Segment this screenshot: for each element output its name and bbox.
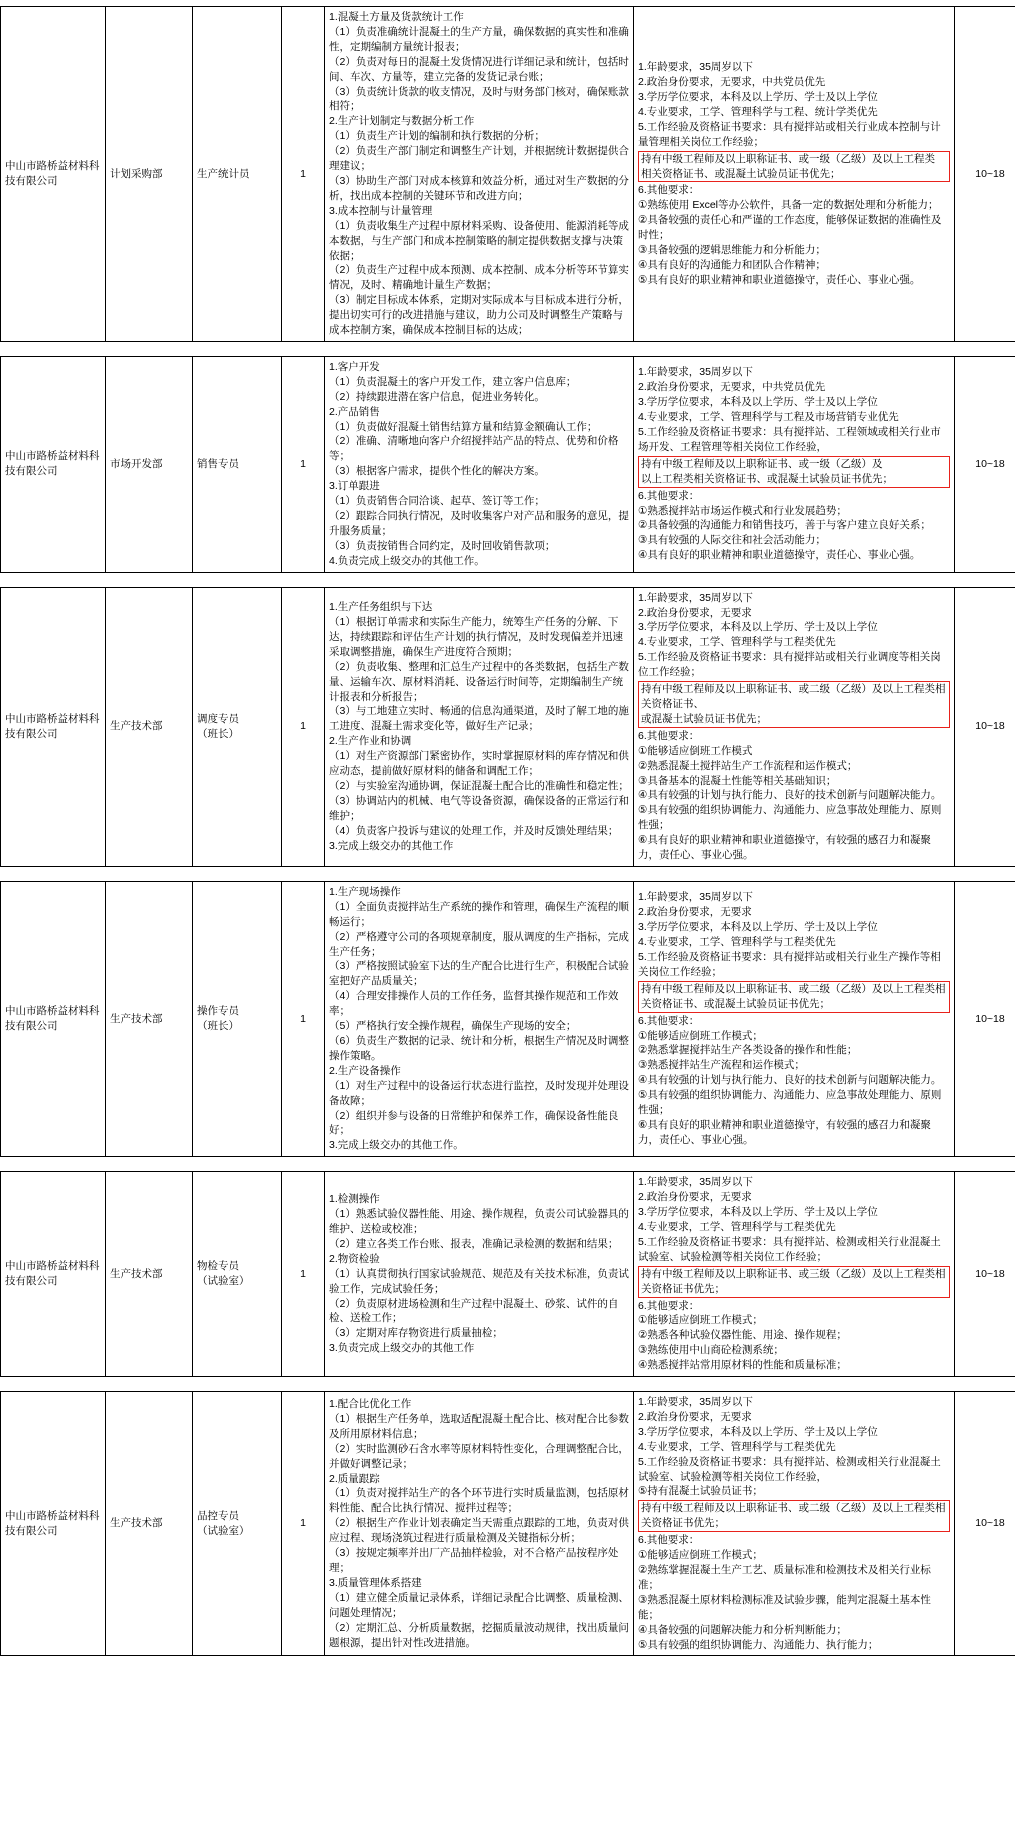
text-line: 1.年龄要求，35周岁以下	[638, 591, 753, 604]
text-line: ③熟悉混凝土原材料检测标准及试验步骤，能判定混凝土基本性能；	[638, 1593, 931, 1621]
text-line: ③具备较强的逻辑思维能力和分析能力；	[638, 244, 826, 257]
text-line: 2.物资检验	[329, 1252, 380, 1265]
cell-post	[193, 587, 282, 866]
table-row	[1, 1392, 1015, 1656]
text-line: 5.工作经验及资格证书要求：具有搅拌站或相关行业成本控制与计量管理相关岗位工作经验；	[638, 120, 941, 148]
text-line: （3）协助生产部门对成本核算和效益分析，通过对生产数据的分析，找出成本控制的关键环节和改进方向；	[329, 174, 629, 202]
text-line: 5.工作经验及资格证书要求：具有搅拌站、检测或相关行业混凝土试验室、试验检测等相关岗位工作经验；	[638, 1235, 941, 1263]
table-row	[1, 881, 1015, 1156]
text-line: 3.成本控制与计量管理	[329, 204, 433, 217]
text-line: 4.负责完成上级交办的其他工作。	[329, 554, 485, 567]
cell-department: 计划采购部	[106, 7, 193, 342]
table-row	[1, 587, 1015, 866]
cell-requirements	[634, 356, 955, 572]
text-line: ④具有较强的计划与执行能力、良好的技术创新与问题解决能力。	[638, 789, 942, 802]
highlighted-requirement	[638, 1266, 950, 1298]
text-line: （2）严格遵守公司的各项规章制度，服从调度的生产指标，完成生产任务；	[329, 930, 629, 958]
text-line: 1.生产现场操作	[329, 885, 401, 898]
text-line: 2.政治身份要求，无要求	[638, 606, 752, 619]
text-line: 1.检测操作	[329, 1193, 380, 1206]
text-line: （3）负责按销售合同约定，及时回收销售款项；	[329, 539, 556, 552]
text-line: ⑤具有较强的组织协调能力、沟通能力、执行能力；	[638, 1638, 879, 1651]
text-line: 5.工作经验及资格证书要求：具有搅拌站、检测或相关行业混凝土试验室、试验检测等相关岗位工作经验，	[638, 1455, 941, 1483]
text-line: 持有中级工程师及以上职称证书、或二级（乙级）及以上工程类相关资格证书、或混凝土试验员证书优先；	[641, 982, 946, 1010]
text-line: （1）负责混凝土的客户开发工作，建立客户信息库；	[329, 375, 577, 388]
text-line: ④具有较强的计划与执行能力、良好的技术创新与问题解决能力。	[638, 1074, 942, 1087]
text-line: （1）对生产过程中的设备运行状态进行监控，及时发现并处理设备故障；	[329, 1079, 629, 1107]
cell-department: 生产技术部	[106, 587, 193, 866]
text-line: （4）负责客户投诉与建议的处理工作，并及时反馈处理结果；	[329, 824, 619, 837]
text-line: 2.政治身份要求，无要求	[638, 906, 752, 919]
cell-post	[193, 1172, 282, 1377]
table-row	[1, 1172, 1015, 1377]
text-line: 1.配合比优化工作	[329, 1398, 412, 1411]
text-line: 3.学历学位要求，本科及以上学历、学士及以上学位	[638, 621, 878, 634]
cell-salary: 10~18	[955, 587, 1015, 866]
text-line: ①熟练使用 Excel等办公软件，具备一定的数据处理和分析能力；	[638, 199, 939, 212]
text-line: （2）负责收集、整理和汇总生产过程中的各类数据，包括生产数量、运输车次、原材料消耗、设备运行时间等，定期编制生产统计报表和分析报告；	[329, 660, 629, 703]
text-line: 3.负责完成上级交办的其他工作	[329, 1342, 475, 1355]
cell-company: 中山市路桥益材料科技有限公司	[1, 881, 106, 1156]
text-line: ②具备较强的责任心和严谨的工作态度，能够保证数据的准确性及时性；	[638, 214, 942, 242]
cell-duties	[325, 1392, 634, 1656]
cell-requirements	[634, 881, 955, 1156]
text-line: （6）负责生产数据的记录、统计和分析，根据生产情况及时调整操作策略。	[329, 1035, 629, 1062]
cell-duties	[325, 587, 634, 866]
text-line: 1.年龄要求，35周岁以下	[638, 1396, 753, 1409]
text-line: （1）建立健全质量记录体系，详细记录配合比调整、质量检测、问题处理情况；	[329, 1591, 629, 1619]
cell-headcount: 1	[282, 1172, 325, 1377]
text-line: 4.专业要求，工学、管理科学与工程、统计学类优先	[638, 105, 878, 118]
text-line: （2）跟踪合同执行情况，及时收集客户对产品和服务的意见，提升服务质量；	[329, 510, 629, 537]
text-line: 2.质量跟踪	[329, 1472, 380, 1485]
text-line: 6.其他要求：	[638, 489, 700, 502]
text-line: ④熟悉搅拌站常用原材料的性能和质量标准；	[638, 1359, 847, 1372]
text-line: 1.年龄要求，35周岁以下	[638, 366, 753, 379]
cell-department: 生产技术部	[106, 1392, 193, 1656]
text-line: （3）负责统计货款的收支情况，及时与财务部门核对，确保账款相符；	[329, 85, 629, 113]
text-line: 6.其他要求：	[638, 1299, 700, 1312]
cell-headcount: 1	[282, 356, 325, 572]
text-line: ⑥具有良好的职业精神和职业道德操守，有较强的感召力和凝聚力，责任心、事业心强。	[638, 834, 931, 862]
post-name: 生产统计员	[197, 167, 250, 180]
cell-requirements	[634, 7, 955, 342]
cell-company: 中山市路桥益材料科技有限公司	[1, 356, 106, 572]
cell-post	[193, 881, 282, 1156]
text-line: 1.生产任务组织与下达	[329, 601, 433, 614]
job-row-table	[0, 356, 1015, 573]
text-line: （2）组织并参与设备的日常维护和保养工作，确保设备性能良好；	[329, 1109, 619, 1137]
text-line: 持有中级工程师及以上职称证书、或二级（乙级）及以上工程类相关资格证书优先；	[641, 1502, 946, 1530]
text-line: （2）准确、清晰地向客户介绍搅拌站产品的特点、优势和价格等；	[329, 435, 619, 463]
post-name: 销售专员	[197, 457, 239, 470]
cell-headcount: 1	[282, 881, 325, 1156]
text-line: 3.质量管理体系搭建	[329, 1576, 422, 1589]
text-line: 以上工程类相关资格证书、或混凝土试验员证书优先；	[641, 472, 893, 485]
text-line: 6.其他要求：	[638, 184, 700, 197]
text-line: 2.政治身份要求，无要求	[638, 1410, 752, 1423]
text-line: ③具备基本的混凝土性能等相关基础知识；	[638, 774, 837, 787]
text-line: 4.专业要求，工学、管理科学与工程类优先	[638, 636, 836, 649]
text-line: 4.专业要求，工学、管理科学与工程类优先	[638, 936, 836, 949]
highlighted-requirement	[638, 1500, 950, 1532]
text-line: （2）负责生产部门制定和调整生产计划，并根据统计数据提供合理建议；	[329, 145, 629, 173]
job-row-table	[0, 1171, 1015, 1377]
text-line: 2.生产作业和协调	[329, 735, 412, 748]
post-sub-name: （试验室）	[197, 1524, 250, 1537]
cell-duties	[325, 881, 634, 1156]
cell-headcount: 1	[282, 1392, 325, 1656]
text-line: 持有中级工程师及以上职称证书、或二级（乙级）及以上工程类相关资格证书、	[641, 683, 946, 710]
text-line: ①能够适应倒班工作模式；	[638, 1314, 763, 1327]
text-line: （4）合理安排操作人员的工作任务，监督其操作规范和工作效率；	[329, 990, 619, 1018]
text-line: （2）与实验室沟通协调，保证混凝土配合比的准确性和稳定性；	[329, 779, 629, 792]
text-line: ②熟悉混凝土搅拌站生产工作流程和运作模式；	[638, 759, 858, 772]
text-line: 3.学历学位要求，本科及以上学历、学士及以上学位	[638, 396, 878, 409]
cell-duties	[325, 356, 634, 572]
text-line: ⑤持有混凝土试验员证书；	[638, 1485, 763, 1498]
text-line: （1）负责准确统计混凝土的生产方量，确保数据的真实性和准确性，定期编制方量统计报表；	[329, 25, 629, 53]
text-line: 4.专业要求，工学、管理科学与工程及市场营销专业优先	[638, 411, 899, 424]
cell-headcount: 1	[282, 587, 325, 866]
job-row-table	[0, 6, 1015, 342]
text-line: （3）定期对库存物资进行质量抽检；	[329, 1327, 503, 1340]
cell-salary: 10~18	[955, 1392, 1015, 1656]
text-line: ①能够适应倒班工作模式；	[638, 1549, 763, 1562]
text-line: （1）根据订单需求和实际生产能力，统筹生产任务的分解、下达，持续跟踪和评估生产计划的执行情况，及时发现偏差并迅速采取调整措施，确保生产进度符合预期；	[329, 615, 623, 658]
text-line: ③具有较强的人际交往和社会活动能力；	[638, 534, 826, 547]
text-line: 6.其他要求：	[638, 1014, 700, 1027]
text-line: 2.政治身份要求，无要求，中共党员优先	[638, 381, 826, 394]
text-line: （1）对生产资源部门紧密协作，实时掌握原材料的库存情况和供应动态，提前做好原材料的储备和调配工作；	[329, 750, 629, 778]
cell-company: 中山市路桥益材料科技有限公司	[1, 7, 106, 342]
text-line: ②熟悉掌握搅拌站生产各类设备的操作和性能；	[638, 1044, 858, 1057]
highlighted-requirement	[638, 681, 950, 728]
text-line: （1）负责收集生产过程中原材料采购、设备使用、能源消耗等成本数据，与生产部门和成本控制策略的制定提供数据支撑与决策依据；	[329, 219, 629, 262]
text-line: 2.生产计划制定与数据分析工作	[329, 115, 475, 128]
text-line: （2）负责对每日的混凝土发货情况进行详细记录和统计，包括时间、车次、方量等，建立完备的发货记录台账；	[329, 55, 629, 83]
text-line: 相关资格证书、或混凝土试验员证书优先；	[641, 167, 841, 180]
post-name: 品控专员	[197, 1509, 239, 1522]
cell-post	[193, 1392, 282, 1656]
text-line: （3）与工地建立实时、畅通的信息沟通渠道，及时了解工地的施工进度、混凝土需求变化等，做好生产记录；	[329, 705, 629, 733]
text-line: ⑤具有较强的组织协调能力、沟通能力、应急事故处理能力、原则性强；	[638, 804, 942, 832]
post-sub-name: （试验室）	[197, 1275, 250, 1288]
text-line: ⑤具有良好的职业精神和职业道德操守，责任心、事业心强。	[638, 273, 921, 286]
text-line: 3.学历学位要求，本科及以上学历、学士及以上学位	[638, 1206, 878, 1219]
highlighted-requirement	[638, 151, 950, 183]
cell-salary: 10~18	[955, 1172, 1015, 1377]
post-sub-name: （班长）	[197, 727, 239, 740]
text-line: 5.工作经验及资格证书要求：具有搅拌站或相关行业调度等相关岗位工作经验；	[638, 651, 941, 679]
cell-company: 中山市路桥益材料科技有限公司	[1, 1392, 106, 1656]
text-line: 5.工作经验及资格证书要求：具有搅拌站或相关行业生产操作等相关岗位工作经验；	[638, 951, 941, 978]
text-line: 1.年龄要求，35周岁以下	[638, 1176, 753, 1189]
text-line: （5）严格执行安全操作规程，确保生产现场的安全；	[329, 1020, 577, 1033]
text-line: （2）定期汇总、分析质量数据，挖掘质量波动规律，找出质量问题根源，提出针对性改进措施。	[329, 1621, 629, 1649]
text-line: （3）按规定频率并出厂产品抽样检验，对不合格产品按程序处理；	[329, 1547, 619, 1574]
text-line: ⑤具有较强的组织协调能力、沟通能力、应急事故处理能力、原则性强；	[638, 1089, 942, 1117]
text-line: （3）根据客户需求，提供个性化的解决方案。	[329, 465, 545, 478]
text-line: 3.学历学位要求，本科及以上学历、学士及以上学位	[638, 921, 878, 934]
text-line: 3.完成上级交办的其他工作	[329, 839, 454, 852]
text-line: （2）负责生产过程中成本预测、成本控制、成本分析等环节算实情况，及时、精确地计量生产数据；	[329, 264, 629, 292]
text-line: ④具有良好的沟通能力和团队合作精神；	[638, 258, 826, 271]
text-line: （1）负责生产计划的编制和执行数据的分析；	[329, 130, 545, 143]
cell-salary: 10~18	[955, 7, 1015, 342]
cell-department: 市场开发部	[106, 356, 193, 572]
text-line: 持有中级工程师及以上职称证书、或三级（乙级）及以上工程类相关资格证书优先；	[641, 1267, 946, 1295]
cell-salary: 10~18	[955, 356, 1015, 572]
text-line: （1）负责销售合同洽谈、起草、签订等工作；	[329, 495, 545, 508]
cell-salary: 10~18	[955, 881, 1015, 1156]
text-line: （1）熟悉试验仪器性能、用途、操作规程，负责公司试验器具的维护、送检或校准；	[329, 1208, 629, 1235]
text-line: ③熟练使用中山商砼检测系统；	[638, 1344, 784, 1357]
job-tables-container	[0, 6, 1015, 1656]
text-line: 2.政治身份要求，无要求，中共党员优先	[638, 76, 826, 89]
post-name: 调度专员	[197, 712, 239, 725]
text-line: （2）负责原材进场检测和生产过程中混凝土、砂浆、试件的自检、送检工作；	[329, 1297, 619, 1325]
text-line: 持有中级工程师及以上职称证书、或一级（乙级）及	[641, 457, 883, 470]
post-sub-name: （班长）	[197, 1020, 239, 1033]
text-line: （3）协调站内的机械、电气等设备资源，确保设备的正常运行和维护；	[329, 794, 629, 822]
text-line: ④具备较强的问题解决能力和分析判断能力；	[638, 1623, 847, 1636]
table-row	[1, 7, 1015, 342]
table-row	[1, 356, 1015, 572]
text-line: ①熟悉搅拌站市场运作模式和行业发展趋势；	[638, 504, 847, 517]
cell-post	[193, 7, 282, 342]
text-line: 3.完成上级交办的其他工作。	[329, 1139, 464, 1152]
post-name: 操作专员	[197, 1005, 239, 1018]
text-line: 3.学历学位要求，本科及以上学历、学士及以上学位	[638, 90, 878, 103]
text-line: 1.客户开发	[329, 360, 380, 373]
text-line: 3.订单跟进	[329, 480, 380, 493]
text-line: ⑥具有良好的职业精神和职业道德操守，有较强的感召力和凝聚力，责任心、事业心强。	[638, 1118, 931, 1146]
text-line: （3）制定目标成本体系，定期对实际成本与目标成本进行分析，提出切实可行的改进措施与建议，助力公司及时调整生产策略与成本控制方案，确保成本控制目标的达成；	[329, 294, 629, 337]
post-name: 物检专员	[197, 1260, 239, 1273]
text-line: 3.学历学位要求，本科及以上学历、学士及以上学位	[638, 1425, 878, 1438]
text-line: （2）实时监测砂石含水率等原材料特性变化，合理调整配合比，并做好调整记录；	[329, 1442, 629, 1470]
text-line: 2.生产设备操作	[329, 1064, 401, 1077]
text-line: 或混凝土试验员证书优先；	[641, 712, 767, 725]
text-line: 1.年龄要求，35周岁以下	[638, 61, 753, 74]
job-row-table	[0, 1391, 1015, 1656]
text-line: ②熟练掌握混凝土生产工艺、质量标准和检测技术及相关行业标准；	[638, 1564, 931, 1591]
text-line: （1）负责对搅拌站生产的各个环节进行实时质量监测，包括原材料性能、配合比执行情况、搅拌过程等；	[329, 1487, 629, 1515]
text-line: 4.专业要求，工学、管理科学与工程类优先	[638, 1220, 836, 1233]
cell-department: 生产技术部	[106, 1172, 193, 1377]
text-line: 1.混凝土方量及货款统计工作	[329, 11, 464, 23]
cell-company: 中山市路桥益材料科技有限公司	[1, 587, 106, 866]
text-line: 2.政治身份要求，无要求	[638, 1191, 752, 1204]
cell-requirements	[634, 1392, 955, 1656]
text-line: ①能够适应倒班工作模式；	[638, 1029, 763, 1042]
text-line: ②具备较强的沟通能力和销售技巧，善于与客户建立良好关系；	[638, 519, 931, 532]
cell-duties	[325, 1172, 634, 1377]
text-line: （2）建立各类工作台账、报表，准确记录检测的数据和结果；	[329, 1237, 619, 1250]
text-line: 2.产品销售	[329, 405, 380, 418]
cell-requirements	[634, 587, 955, 866]
text-line: 6.其他要求：	[638, 729, 700, 742]
text-line: （1）认真贯彻执行国家试验规范、规范及有关技术标准，负责试验工作，完成试验任务；	[329, 1267, 629, 1295]
text-line: （2）根据生产作业计划表确定当天需重点跟踪的工地，负责对供应过程、现场浇筑过程进行质量检测及关键指标分析；	[329, 1517, 629, 1545]
text-line: （3）严格按照试验室下达的生产配合比进行生产，积极配合试验室把好产品质量关；	[329, 960, 629, 988]
text-line: （1）负责做好混凝土销售结算方量和结算金额确认工作；	[329, 420, 598, 433]
text-line: ④具有良好的职业精神和职业道德操守，责任心、事业心强。	[638, 549, 921, 562]
text-line: 4.专业要求，工学、管理科学与工程类优先	[638, 1440, 836, 1453]
highlighted-requirement	[638, 981, 950, 1013]
cell-department: 生产技术部	[106, 881, 193, 1156]
text-line: 持有中级工程师及以上职称证书、或一级（乙级）及以上工程类	[641, 152, 935, 165]
text-line: ②熟悉各种试验仪器性能、用途、操作规程；	[638, 1329, 847, 1342]
text-line: 6.其他要求：	[638, 1534, 700, 1547]
text-line: 1.年龄要求，35周岁以下	[638, 891, 753, 904]
cell-requirements	[634, 1172, 955, 1377]
cell-headcount: 1	[282, 7, 325, 342]
cell-post	[193, 356, 282, 572]
cell-duties	[325, 7, 634, 342]
text-line: （1）根据生产任务单，选取适配混凝土配合比、核对配合比参数及所用原材料信息；	[329, 1412, 629, 1440]
job-row-table	[0, 587, 1015, 867]
text-line: （1）全面负责搅拌站生产系统的操作和管理，确保生产流程的顺畅运行；	[329, 900, 629, 928]
text-line: 5.工作经验及资格证书要求：具有搅拌站、工程领域或相关行业市场开发、工程管理等相关岗位工作经验，	[638, 426, 941, 453]
text-line: （2）持续跟进潜在客户信息，促进业务转化。	[329, 390, 545, 403]
highlighted-requirement	[638, 456, 950, 488]
text-line: ③熟悉搅拌站生产流程和运作模式；	[638, 1059, 805, 1072]
cell-company: 中山市路桥益材料科技有限公司	[1, 1172, 106, 1377]
job-row-table	[0, 881, 1015, 1157]
text-line: ①能够适应倒班工作模式	[638, 744, 753, 757]
